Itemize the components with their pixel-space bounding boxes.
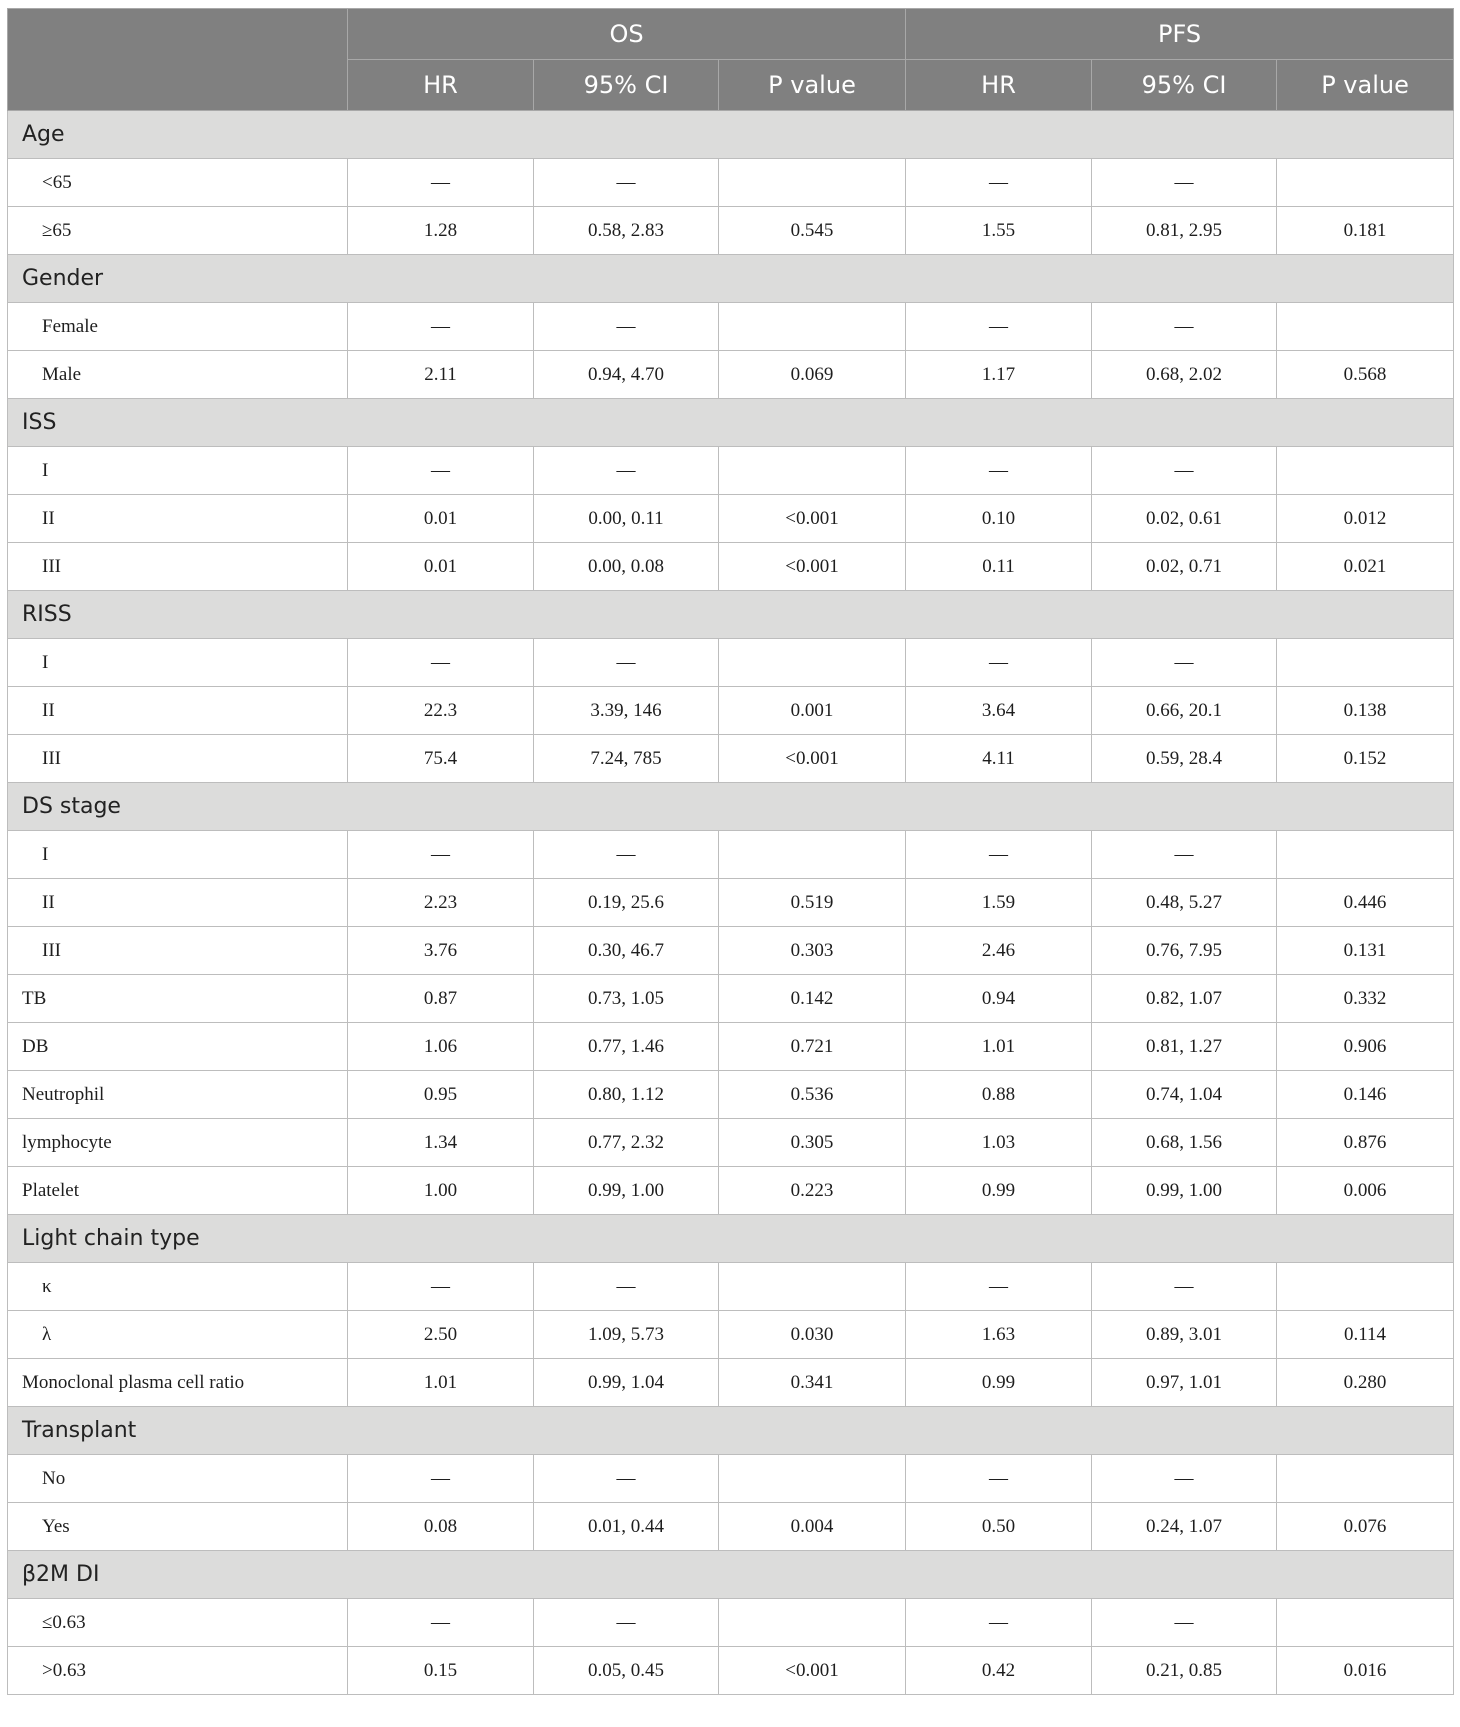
cell-pfs-pvalue: 0.076 bbox=[1277, 1503, 1454, 1551]
cell-pfs-hr: 1.59 bbox=[906, 879, 1092, 927]
cell-os-hr: — bbox=[348, 303, 534, 351]
section-label: β2M DI bbox=[8, 1551, 1454, 1599]
cell-os-hr: 2.50 bbox=[348, 1311, 534, 1359]
cell-os-ci: 0.01, 0.44 bbox=[534, 1503, 719, 1551]
cell-os-pvalue: 0.536 bbox=[719, 1071, 906, 1119]
cell-pfs-pvalue bbox=[1277, 1455, 1454, 1503]
cell-os-hr: 1.28 bbox=[348, 207, 534, 255]
row-label: Yes bbox=[8, 1503, 348, 1551]
header-os-ci: 95% CI bbox=[534, 60, 719, 111]
cell-pfs-hr: 1.03 bbox=[906, 1119, 1092, 1167]
cell-os-pvalue: 0.223 bbox=[719, 1167, 906, 1215]
cell-os-ci: 0.99, 1.04 bbox=[534, 1359, 719, 1407]
cell-pfs-ci: — bbox=[1092, 1263, 1277, 1311]
cell-os-pvalue: 0.030 bbox=[719, 1311, 906, 1359]
cell-os-pvalue bbox=[719, 639, 906, 687]
cell-os-hr: 3.76 bbox=[348, 927, 534, 975]
header-os-hr: HR bbox=[348, 60, 534, 111]
cell-os-hr: 22.3 bbox=[348, 687, 534, 735]
cell-os-ci: — bbox=[534, 639, 719, 687]
cell-os-pvalue bbox=[719, 159, 906, 207]
table-row bbox=[8, 1311, 1454, 1359]
cell-os-ci: 0.94, 4.70 bbox=[534, 351, 719, 399]
section-label: Gender bbox=[8, 255, 1454, 303]
cell-os-hr: — bbox=[348, 1599, 534, 1647]
header-pfs-pvalue: P value bbox=[1277, 60, 1454, 111]
cell-pfs-hr: 4.11 bbox=[906, 735, 1092, 783]
cell-os-hr: 1.06 bbox=[348, 1023, 534, 1071]
row-label: λ bbox=[8, 1311, 348, 1359]
cell-os-pvalue: <0.001 bbox=[719, 543, 906, 591]
cell-pfs-pvalue: 0.280 bbox=[1277, 1359, 1454, 1407]
cell-pfs-pvalue: 0.016 bbox=[1277, 1647, 1454, 1695]
table-row bbox=[8, 1167, 1454, 1215]
cell-os-hr: 2.11 bbox=[348, 351, 534, 399]
cell-os-ci: 3.39, 146 bbox=[534, 687, 719, 735]
section-label: Light chain type bbox=[8, 1215, 1454, 1263]
cell-os-ci: 0.99, 1.00 bbox=[534, 1167, 719, 1215]
table-row bbox=[8, 1119, 1454, 1167]
row-label: Female bbox=[8, 303, 348, 351]
cell-pfs-ci: 0.97, 1.01 bbox=[1092, 1359, 1277, 1407]
table-row bbox=[8, 687, 1454, 735]
cell-pfs-pvalue bbox=[1277, 303, 1454, 351]
cell-os-hr: 0.15 bbox=[348, 1647, 534, 1695]
cell-os-pvalue: 0.303 bbox=[719, 927, 906, 975]
cell-os-hr: 0.08 bbox=[348, 1503, 534, 1551]
cell-pfs-pvalue: 0.114 bbox=[1277, 1311, 1454, 1359]
section-label: Transplant bbox=[8, 1407, 1454, 1455]
cell-pfs-pvalue: 0.006 bbox=[1277, 1167, 1454, 1215]
section-label: RISS bbox=[8, 591, 1454, 639]
row-label: II bbox=[8, 495, 348, 543]
cell-pfs-hr: 1.55 bbox=[906, 207, 1092, 255]
row-label: >0.63 bbox=[8, 1647, 348, 1695]
cell-pfs-ci: — bbox=[1092, 303, 1277, 351]
cell-os-hr: 0.95 bbox=[348, 1071, 534, 1119]
cell-pfs-pvalue bbox=[1277, 1263, 1454, 1311]
cell-os-hr: — bbox=[348, 159, 534, 207]
results-table bbox=[7, 8, 1454, 1695]
row-label: III bbox=[8, 927, 348, 975]
table-row bbox=[8, 159, 1454, 207]
table-row bbox=[8, 879, 1454, 927]
header-pfs-ci: 95% CI bbox=[1092, 60, 1277, 111]
cell-os-pvalue: <0.001 bbox=[719, 1647, 906, 1695]
cell-pfs-hr: — bbox=[906, 303, 1092, 351]
table-row bbox=[8, 543, 1454, 591]
header-os-pvalue: P value bbox=[719, 60, 906, 111]
table-row bbox=[8, 1455, 1454, 1503]
cell-pfs-hr: — bbox=[906, 447, 1092, 495]
cell-os-ci: 0.77, 1.46 bbox=[534, 1023, 719, 1071]
cell-os-hr: — bbox=[348, 447, 534, 495]
cell-os-ci: 0.19, 25.6 bbox=[534, 879, 719, 927]
cell-os-ci: — bbox=[534, 1455, 719, 1503]
cell-pfs-hr: 0.99 bbox=[906, 1359, 1092, 1407]
table-row bbox=[8, 1599, 1454, 1647]
row-label: III bbox=[8, 543, 348, 591]
cell-pfs-hr: 0.94 bbox=[906, 975, 1092, 1023]
cell-os-ci: — bbox=[534, 303, 719, 351]
row-label: Neutrophil bbox=[8, 1071, 348, 1119]
cell-os-pvalue: <0.001 bbox=[719, 735, 906, 783]
row-label: III bbox=[8, 735, 348, 783]
cell-os-pvalue bbox=[719, 1599, 906, 1647]
row-label: I bbox=[8, 639, 348, 687]
cell-pfs-ci: 0.81, 2.95 bbox=[1092, 207, 1277, 255]
cell-pfs-pvalue bbox=[1277, 639, 1454, 687]
table-row bbox=[8, 975, 1454, 1023]
cell-pfs-pvalue: 0.152 bbox=[1277, 735, 1454, 783]
section-label: ISS bbox=[8, 399, 1454, 447]
cell-pfs-ci: 0.89, 3.01 bbox=[1092, 1311, 1277, 1359]
cell-pfs-hr: — bbox=[906, 159, 1092, 207]
table-row bbox=[8, 1503, 1454, 1551]
cell-pfs-ci: 0.02, 0.61 bbox=[1092, 495, 1277, 543]
cell-os-pvalue bbox=[719, 1263, 906, 1311]
section-header-row bbox=[8, 1215, 1454, 1263]
table-row bbox=[8, 831, 1454, 879]
cell-pfs-pvalue: 0.332 bbox=[1277, 975, 1454, 1023]
cell-os-hr: 0.01 bbox=[348, 495, 534, 543]
cell-os-pvalue bbox=[719, 1455, 906, 1503]
cell-pfs-ci: 0.02, 0.71 bbox=[1092, 543, 1277, 591]
cell-os-ci: 0.00, 0.11 bbox=[534, 495, 719, 543]
cell-os-hr: 75.4 bbox=[348, 735, 534, 783]
cell-os-hr: — bbox=[348, 639, 534, 687]
row-label: I bbox=[8, 447, 348, 495]
row-label: II bbox=[8, 687, 348, 735]
cell-os-ci: 0.73, 1.05 bbox=[534, 975, 719, 1023]
cell-pfs-ci: 0.68, 1.56 bbox=[1092, 1119, 1277, 1167]
section-header-row bbox=[8, 783, 1454, 831]
cell-pfs-ci: — bbox=[1092, 1599, 1277, 1647]
section-header-row bbox=[8, 591, 1454, 639]
cell-pfs-pvalue: 0.906 bbox=[1277, 1023, 1454, 1071]
row-label: lymphocyte bbox=[8, 1119, 348, 1167]
cell-os-ci: — bbox=[534, 831, 719, 879]
table-row bbox=[8, 1359, 1454, 1407]
section-label: DS stage bbox=[8, 783, 1454, 831]
cell-os-pvalue: <0.001 bbox=[719, 495, 906, 543]
row-label: TB bbox=[8, 975, 348, 1023]
cell-os-ci: 1.09, 5.73 bbox=[534, 1311, 719, 1359]
section-header-row bbox=[8, 255, 1454, 303]
cell-os-ci: 0.00, 0.08 bbox=[534, 543, 719, 591]
cell-pfs-ci: — bbox=[1092, 159, 1277, 207]
cell-pfs-hr: 0.10 bbox=[906, 495, 1092, 543]
cell-pfs-ci: 0.24, 1.07 bbox=[1092, 1503, 1277, 1551]
cell-os-pvalue: 0.721 bbox=[719, 1023, 906, 1071]
cell-pfs-ci: 0.21, 0.85 bbox=[1092, 1647, 1277, 1695]
cell-pfs-hr: — bbox=[906, 639, 1092, 687]
cell-pfs-hr: 0.42 bbox=[906, 1647, 1092, 1695]
cell-pfs-pvalue: 0.131 bbox=[1277, 927, 1454, 975]
row-label: II bbox=[8, 879, 348, 927]
cell-os-pvalue bbox=[719, 831, 906, 879]
cell-pfs-pvalue: 0.146 bbox=[1277, 1071, 1454, 1119]
cell-pfs-ci: 0.68, 2.02 bbox=[1092, 351, 1277, 399]
section-header-row bbox=[8, 399, 1454, 447]
table-row bbox=[8, 639, 1454, 687]
row-label: <65 bbox=[8, 159, 348, 207]
cell-os-hr: — bbox=[348, 831, 534, 879]
cell-os-pvalue: 0.001 bbox=[719, 687, 906, 735]
cell-pfs-pvalue: 0.568 bbox=[1277, 351, 1454, 399]
cell-pfs-hr: 0.99 bbox=[906, 1167, 1092, 1215]
cell-os-pvalue: 0.519 bbox=[719, 879, 906, 927]
cell-os-hr: — bbox=[348, 1455, 534, 1503]
section-header-row bbox=[8, 1551, 1454, 1599]
cell-pfs-hr: 2.46 bbox=[906, 927, 1092, 975]
cell-pfs-hr: 0.88 bbox=[906, 1071, 1092, 1119]
cell-pfs-pvalue: 0.138 bbox=[1277, 687, 1454, 735]
cell-pfs-pvalue: 0.876 bbox=[1277, 1119, 1454, 1167]
table-row bbox=[8, 1071, 1454, 1119]
cell-os-ci: 0.30, 46.7 bbox=[534, 927, 719, 975]
cell-pfs-ci: — bbox=[1092, 1455, 1277, 1503]
cell-pfs-ci: 0.82, 1.07 bbox=[1092, 975, 1277, 1023]
table-body bbox=[8, 111, 1454, 1695]
cell-pfs-ci: 0.48, 5.27 bbox=[1092, 879, 1277, 927]
cell-pfs-hr: 1.17 bbox=[906, 351, 1092, 399]
cell-os-pvalue bbox=[719, 303, 906, 351]
table-row bbox=[8, 1263, 1454, 1311]
row-label: No bbox=[8, 1455, 348, 1503]
cell-pfs-ci: 0.74, 1.04 bbox=[1092, 1071, 1277, 1119]
row-label: Platelet bbox=[8, 1167, 348, 1215]
cell-os-pvalue: 0.305 bbox=[719, 1119, 906, 1167]
cell-pfs-ci: 0.66, 20.1 bbox=[1092, 687, 1277, 735]
section-header-row bbox=[8, 111, 1454, 159]
cell-os-pvalue: 0.142 bbox=[719, 975, 906, 1023]
cell-os-ci: 0.77, 2.32 bbox=[534, 1119, 719, 1167]
cell-os-pvalue: 0.341 bbox=[719, 1359, 906, 1407]
cell-pfs-hr: 1.63 bbox=[906, 1311, 1092, 1359]
header-pfs-hr: HR bbox=[906, 60, 1092, 111]
cell-os-pvalue: 0.069 bbox=[719, 351, 906, 399]
row-label: Male bbox=[8, 351, 348, 399]
cell-pfs-ci: 0.59, 28.4 bbox=[1092, 735, 1277, 783]
header-group-row bbox=[8, 9, 1454, 60]
cell-pfs-ci: — bbox=[1092, 639, 1277, 687]
cell-pfs-pvalue bbox=[1277, 447, 1454, 495]
cell-pfs-pvalue bbox=[1277, 831, 1454, 879]
cell-pfs-pvalue: 0.446 bbox=[1277, 879, 1454, 927]
row-label: Monoclonal plasma cell ratio bbox=[8, 1359, 348, 1407]
cell-os-ci: — bbox=[534, 1599, 719, 1647]
cell-pfs-hr: 1.01 bbox=[906, 1023, 1092, 1071]
header-blank-cell bbox=[8, 9, 348, 111]
cell-os-hr: 1.34 bbox=[348, 1119, 534, 1167]
cell-pfs-pvalue: 0.012 bbox=[1277, 495, 1454, 543]
cell-pfs-hr: — bbox=[906, 1599, 1092, 1647]
cell-os-pvalue: 0.545 bbox=[719, 207, 906, 255]
cell-pfs-hr: 3.64 bbox=[906, 687, 1092, 735]
cell-pfs-hr: — bbox=[906, 1455, 1092, 1503]
section-header-row bbox=[8, 1407, 1454, 1455]
row-label: ≤0.63 bbox=[8, 1599, 348, 1647]
cell-pfs-hr: 0.11 bbox=[906, 543, 1092, 591]
cell-os-ci: 0.05, 0.45 bbox=[534, 1647, 719, 1695]
cell-os-ci: 7.24, 785 bbox=[534, 735, 719, 783]
section-label: Age bbox=[8, 111, 1454, 159]
cell-os-hr: 1.01 bbox=[348, 1359, 534, 1407]
cell-pfs-hr: 0.50 bbox=[906, 1503, 1092, 1551]
row-label: I bbox=[8, 831, 348, 879]
cell-pfs-pvalue: 0.181 bbox=[1277, 207, 1454, 255]
cell-os-ci: — bbox=[534, 159, 719, 207]
cell-os-pvalue: 0.004 bbox=[719, 1503, 906, 1551]
cell-pfs-pvalue bbox=[1277, 1599, 1454, 1647]
cell-pfs-ci: — bbox=[1092, 447, 1277, 495]
cell-pfs-hr: — bbox=[906, 831, 1092, 879]
cell-pfs-ci: 0.81, 1.27 bbox=[1092, 1023, 1277, 1071]
cell-pfs-hr: — bbox=[906, 1263, 1092, 1311]
row-label: κ bbox=[8, 1263, 348, 1311]
header-group-os: OS bbox=[348, 9, 906, 60]
cell-os-ci: 0.80, 1.12 bbox=[534, 1071, 719, 1119]
cell-os-ci: 0.58, 2.83 bbox=[534, 207, 719, 255]
row-label: DB bbox=[8, 1023, 348, 1071]
cell-pfs-ci: — bbox=[1092, 831, 1277, 879]
cell-pfs-pvalue: 0.021 bbox=[1277, 543, 1454, 591]
table-row bbox=[8, 495, 1454, 543]
table-row bbox=[8, 351, 1454, 399]
table-header bbox=[8, 9, 1454, 111]
table-row bbox=[8, 927, 1454, 975]
cell-pfs-pvalue bbox=[1277, 159, 1454, 207]
cell-os-hr: 0.87 bbox=[348, 975, 534, 1023]
table-row bbox=[8, 1647, 1454, 1695]
cell-os-hr: — bbox=[348, 1263, 534, 1311]
cell-pfs-ci: 0.76, 7.95 bbox=[1092, 927, 1277, 975]
table-row bbox=[8, 207, 1454, 255]
header-group-pfs: PFS bbox=[906, 9, 1454, 60]
cell-os-ci: — bbox=[534, 447, 719, 495]
cell-os-hr: 0.01 bbox=[348, 543, 534, 591]
cell-os-hr: 2.23 bbox=[348, 879, 534, 927]
row-label: ≥65 bbox=[8, 207, 348, 255]
table-row bbox=[8, 1023, 1454, 1071]
cell-os-hr: 1.00 bbox=[348, 1167, 534, 1215]
table-row bbox=[8, 447, 1454, 495]
table-row bbox=[8, 735, 1454, 783]
cell-os-ci: — bbox=[534, 1263, 719, 1311]
cell-os-pvalue bbox=[719, 447, 906, 495]
table-row bbox=[8, 303, 1454, 351]
cell-pfs-ci: 0.99, 1.00 bbox=[1092, 1167, 1277, 1215]
